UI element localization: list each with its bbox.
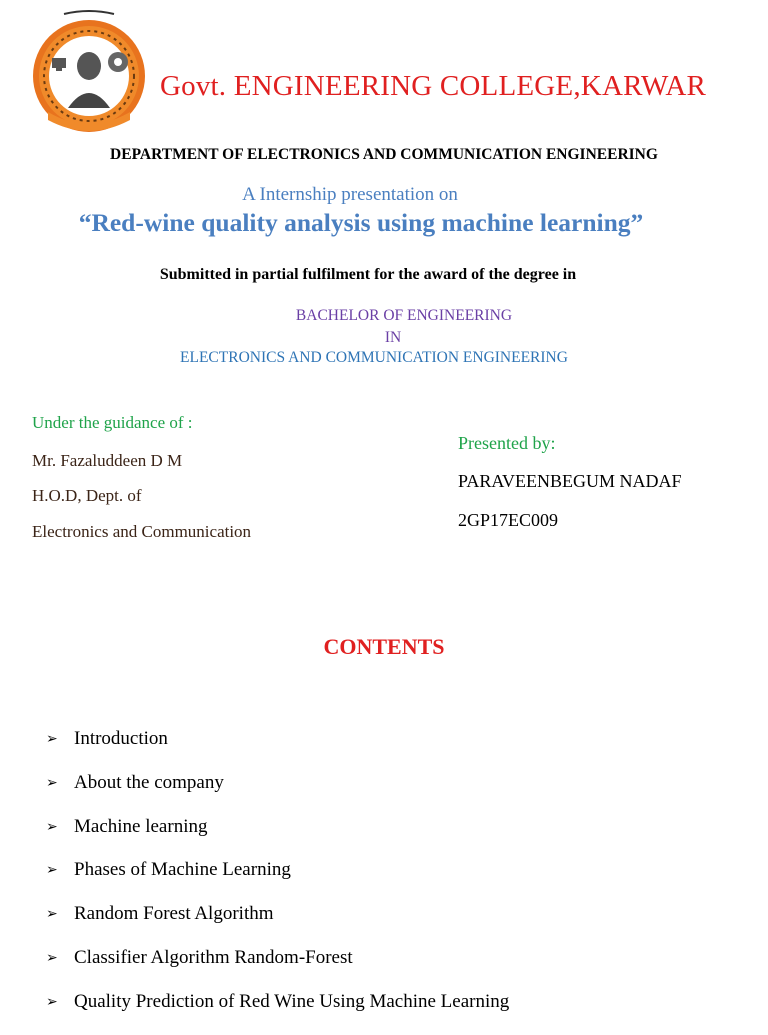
arrowhead-bullet-icon: ➢: [46, 732, 58, 747]
presentation-title: “Red-wine quality analysis using machine learning”: [78, 208, 644, 237]
arrowhead-bullet-icon: ➢: [46, 907, 58, 923]
presenter-heading: Presented by:: [458, 433, 556, 453]
list-item-label: Quality Prediction of Red Wine Using Machine Learning: [74, 990, 510, 1012]
guide-name: Mr. Fazaluddeen D M: [32, 451, 183, 470]
list-item-label: Phases of Machine Learning: [74, 859, 291, 881]
list-item-label: About the company: [74, 771, 224, 793]
arrowhead-bullet-icon: ➢: [46, 863, 58, 879]
list-item-label: Random Forest Algorithm: [74, 903, 274, 925]
university-logo: [30, 4, 148, 142]
submission-statement: Submitted in partial fulfilment for the award of the degree in: [159, 266, 577, 283]
arrowhead-bullet-icon: ➢: [46, 819, 58, 835]
presentation-intro: A Internship presentation on: [242, 184, 458, 205]
degree-line-1: BACHELOR OF ENGINEERING: [295, 307, 513, 324]
presenter-usn: 2GP17EC009: [458, 510, 559, 530]
college-name: Govt. ENGINEERING COLLEGE,KARWAR: [160, 70, 707, 102]
list-item-label: Machine learning: [74, 815, 208, 837]
guide-role: H.O.D, Dept. of: [32, 486, 142, 505]
list-item: [46, 728, 509, 772]
guidance-heading: Under the guidance of :: [32, 413, 193, 432]
list-item: [46, 991, 509, 1035]
department-name: DEPARTMENT OF ELECTRONICS AND COMMUNICATION ENGINEERING: [110, 146, 658, 163]
list-item: [46, 903, 509, 947]
list-item: [46, 772, 509, 816]
guide-department: Electronics and Communication: [32, 522, 252, 541]
list-item: [46, 816, 509, 860]
arrowhead-bullet-icon: ➢: [46, 950, 58, 966]
arrowhead-bullet-icon: ➢: [46, 775, 58, 791]
degree-line-2: IN: [384, 329, 402, 346]
list-item: [46, 859, 509, 903]
degree-line-3: ELECTRONICS AND COMMUNICATION ENGINEERING: [180, 349, 568, 366]
contents-heading: CONTENTS: [323, 634, 445, 659]
presenter-name: PARAVEENBEGUM NADAF: [458, 471, 682, 491]
arrowhead-bullet-icon: ➢: [46, 994, 58, 1010]
list-item-label: Introduction: [74, 728, 168, 749]
list-item: [46, 947, 509, 991]
list-item-label: Classifier Algorithm Random-Forest: [74, 946, 353, 968]
contents-list: [46, 728, 509, 1035]
